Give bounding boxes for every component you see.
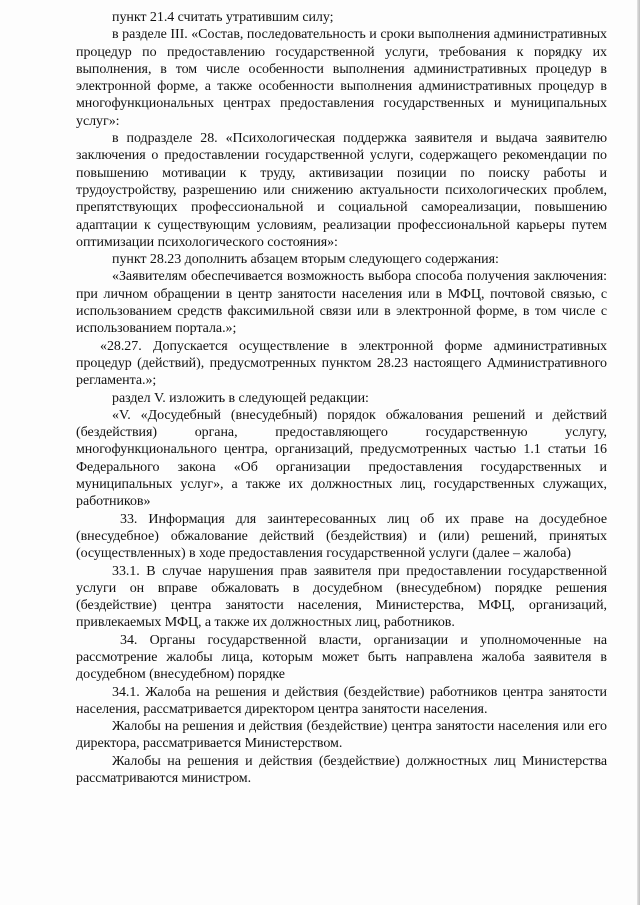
paragraph-12: 34.1. Жалоба на решения и действия (бездействие) работников центра занятости населения, рассматривается директором центра занятости населения. <box>76 684 607 717</box>
paragraph-6: «28.27. Допускается осуществление в электронной форме административных процедур (действий), предусмотренных пунктом 28.23 настоящего Административного регламента.»; <box>76 338 607 389</box>
paragraph-14: Жалобы на решения и действия (бездействие) должностных лиц Министерства рассматриваются министром. <box>76 753 607 787</box>
paragraph-7: раздел V. изложить в следующей редакции: <box>112 390 369 406</box>
paragraph-9: 33. Информация для заинтересованных лиц об их праве на досудебное (внесудебное) обжалование действий (бездействия) и (или) решений, принятых (осуществленных) в ходе предоставления государственной услуги (далее – жалоба) <box>76 511 607 562</box>
paragraph-2: в разделе III. «Состав, последовательность и сроки выполнения административных процедур по предоставлению государственной услуги, требования к порядку их выполнения, в том числе особенности выполнения административных процедур в электронной форме, а также особенности выполнения административных процедур в многофункциональных центрах предоставления государственных и муниципальных услуг»: <box>76 27 607 129</box>
paragraph-5: «Заявителям обеспечивается возможность выбора способа получения заключения: при личном обращении в центр занятости населения или в МФЦ, почтовой связью, с использованием средств факсимильной связи или в электронной форме, в том числе с использованием портала.»; <box>76 269 607 337</box>
paragraph-3: в подразделе 28. «Психологическая поддержка заявителя и выдача заявителю заключения о предоставлении государственной услуги, содержащего рекомендации по повышению мотивации к труду, активизации позиции по поиску работы и трудоустройству, разрешению или снижению актуальности психологических проблем, препятствующих профессиональной и социальной самореализации, повышению адаптации к существующим условиям, реализации профессиональной карьеры путем оптимизации психологического состояния»: <box>76 131 607 250</box>
document-body <box>76 9 607 787</box>
paragraph-13: Жалобы на решения и действия (бездействие) центра занятости населения или его директора, рассматривается Министерством. <box>76 719 607 752</box>
paragraph-4: пункт 28.23 дополнить абзацем вторым следующего содержания: <box>112 252 499 268</box>
paragraph-1: пункт 21.4 считать утратившим силу; <box>112 10 334 25</box>
paragraph-11: 34. Органы государственной власти, организации и уполномоченные на рассмотрение жалобы лица, которым может быть направлена жалоба заявителя в досудебном (внесудебном) порядке <box>76 632 607 683</box>
paragraph-8: «V. «Досудебный (внесудебный) порядок обжалования решений и действий (бездействия) органа, предоставляющего государственную услугу, многофункционального центра, организаций, предусмотренных частью 1.1 статьи 16 Федерального закона «Об организации предоставления государственных и муниципальных услуг», а также их должностных лиц, государственных служащих, работников» <box>76 407 607 510</box>
paragraph-10: 33.1. В случае нарушения прав заявителя при предоставлении государственной услуги он вправе обжаловать в досудебном (внесудебном) порядке решения (бездействие) центра занятости населения, Министерства, МФЦ, организаций, привлекаемых МФЦ, а также их должностных лиц, работников. <box>76 563 607 631</box>
